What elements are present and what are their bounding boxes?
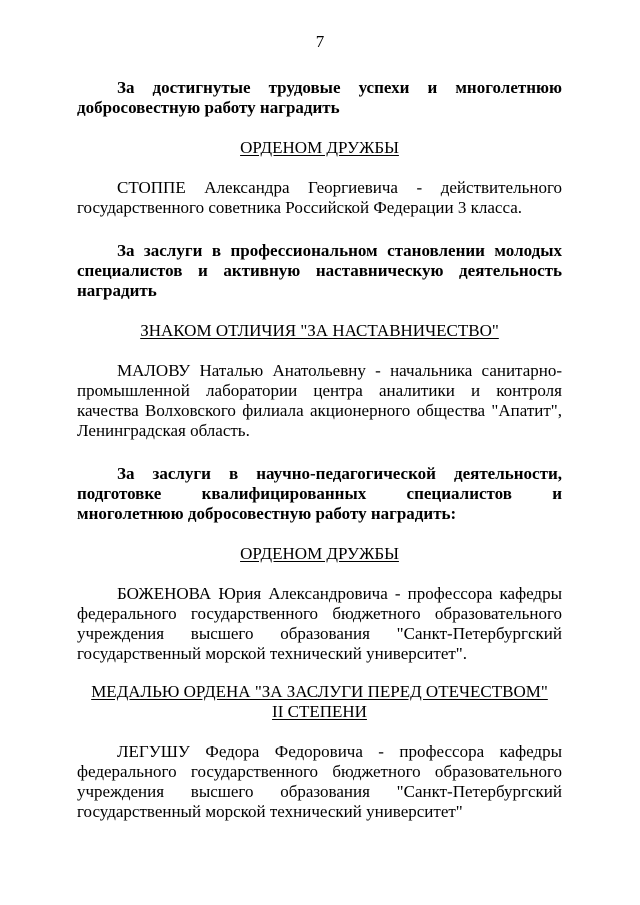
- award-title-line: II СТЕПЕНИ: [272, 702, 367, 721]
- award-title-medal-order-merit: [77, 682, 562, 722]
- award-reason-1: За достигнутые трудовые успехи и многолетнюю добросовестную работу наградить: [77, 78, 562, 117]
- award-reason-2: За заслуги в профессиональном становлении молодых специалистов и активную наставническую деятельность наградить: [77, 241, 562, 300]
- page-number: 7: [315, 32, 325, 51]
- award-title-line: МЕДАЛЬЮ ОРДЕНА "ЗА ЗАСЛУГИ ПЕРЕД ОТЕЧЕСТВОМ": [91, 682, 548, 701]
- recipient-bozhenov: БОЖЕНОВА Юрия Александровича - профессора кафедры федерального государственного бюджетного образовательного учреждения высшего образования "Санкт-Петербургский государственный морской технический университет".: [77, 584, 562, 663]
- award-title-order-of-friendship-1: [77, 138, 562, 158]
- recipient-stoppe: СТОППЕ Александра Георгиевича - действительного государственного советника Российской Федерации 3 класса.: [77, 178, 562, 217]
- recipient-legusha: ЛЕГУШУ Федора Федоровича - профессора кафедры федерального государственного бюджетного образовательного учреждения высшего образования "Санкт-Петербургский государственный морской технический университет": [77, 742, 562, 821]
- award-title-line: ОРДЕНОМ ДРУЖБЫ: [240, 544, 399, 563]
- award-title-mentorship-badge: [77, 321, 562, 341]
- recipient-malova: МАЛОВУ Наталью Анатольевну - начальника санитарно-промышленной лаборатории центра аналитики и контроля качества Волховского филиала акционерного общества "Апатит", Ленинградская область.: [77, 361, 562, 440]
- award-reason-3: За заслуги в научно-педагогической деятельности, подготовке квалифицированных специалистов и многолетнюю добросовестную работу наградить:: [77, 464, 562, 523]
- document-body: [77, 78, 562, 822]
- award-title-order-of-friendship-2: [77, 544, 562, 564]
- award-title-line: ЗНАКОМ ОТЛИЧИЯ "ЗА НАСТАВНИЧЕСТВО": [140, 321, 499, 340]
- award-title-line: ОРДЕНОМ ДРУЖБЫ: [240, 138, 399, 157]
